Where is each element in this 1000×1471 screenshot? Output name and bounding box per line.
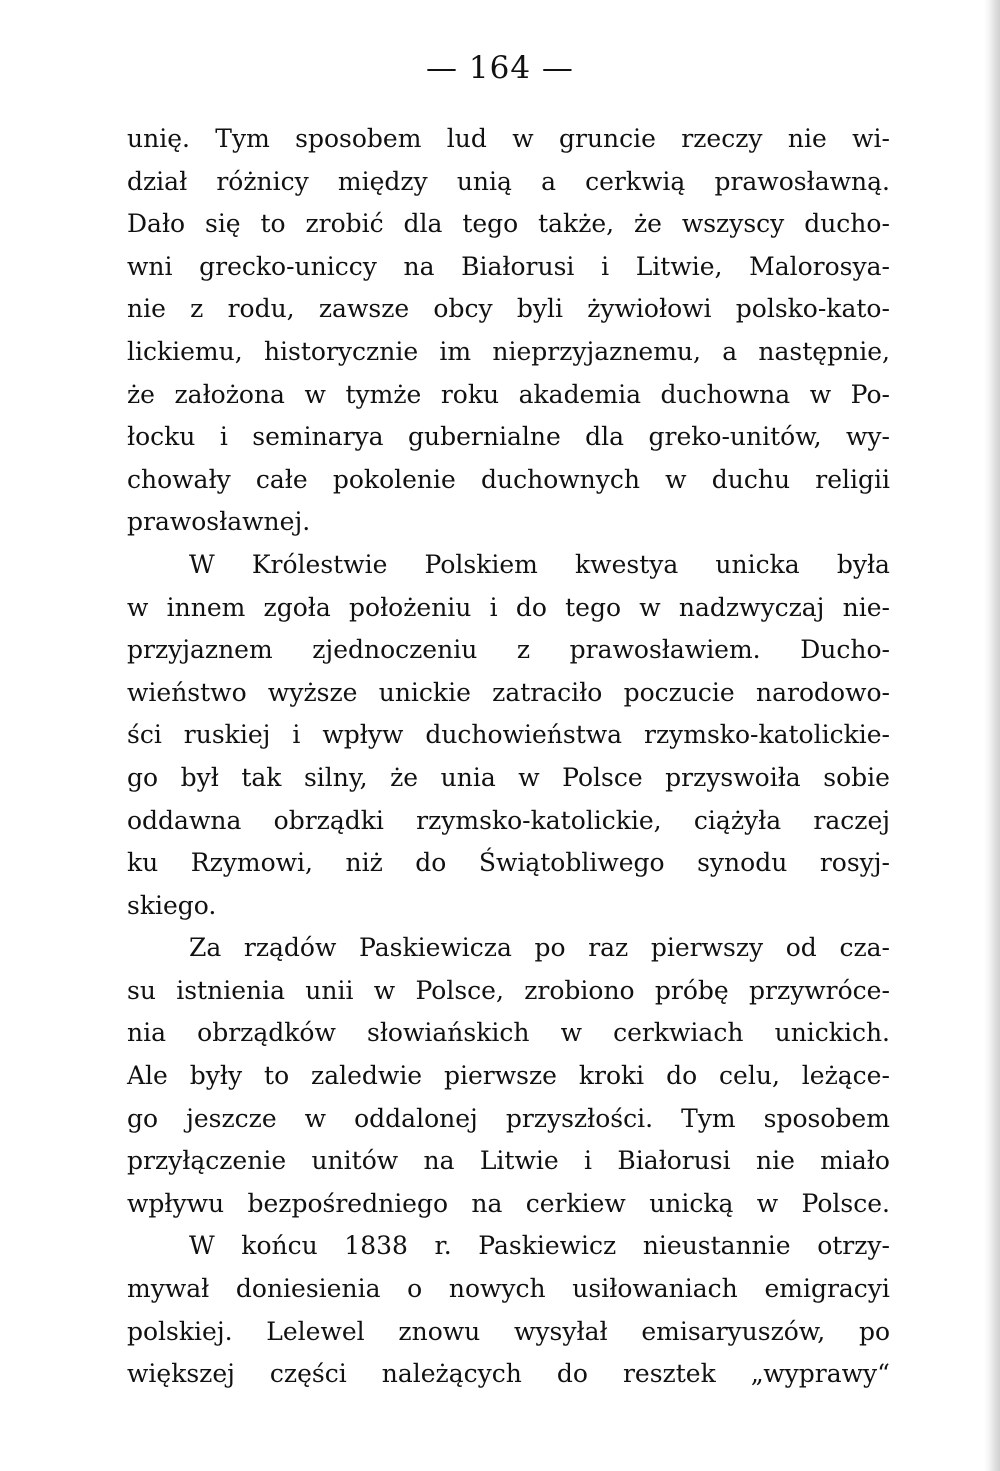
text-line [127,203,890,246]
word: chowały [127,464,231,494]
word: zjednoczeniu [312,635,478,665]
word: pokolenie [332,464,456,494]
word: wy- [846,422,890,452]
word: oddawna [127,805,242,835]
word: to [260,209,286,239]
word: to [264,1061,290,1091]
text-line [127,161,890,204]
word: silny, [303,762,368,792]
word: su [127,975,156,1005]
word: rzymsko-katolickie- [644,720,890,750]
text-line [127,246,890,289]
word: się [204,209,241,239]
word: założona [174,379,285,409]
text-line [127,288,890,331]
word: o [407,1274,423,1304]
word: prawosławną. [714,166,890,196]
word: do [415,848,447,878]
word: unicka [715,549,800,579]
word: niż [345,848,383,878]
word: Dało [127,209,186,239]
word: Ducho- [800,635,890,665]
word: przyjaznem [127,635,273,665]
word: emisaryuszów, [641,1316,826,1346]
word: narodowo- [756,677,890,707]
word: że [633,209,662,239]
word: polsko-kato- [735,294,890,324]
word: kroki [578,1061,645,1091]
word: greko-unitów, [648,422,822,452]
text-line [127,1268,890,1311]
word: byli [516,294,563,324]
word: całe [255,464,308,494]
word: ści [127,720,162,750]
word: próbę [654,975,729,1005]
word: przyszłości. [505,1103,654,1133]
word: a [722,336,738,366]
word: istnienia [176,975,285,1005]
word: prawosławiem. [569,635,761,665]
word: gruncie [558,124,656,153]
word: synodu [697,848,788,878]
word: że [390,762,419,792]
word: w [756,1188,779,1218]
word: unii [305,975,354,1005]
text-line [127,885,890,928]
word: ducho- [804,209,890,239]
word: w [639,592,661,622]
text-line [127,118,890,161]
word: na [423,1146,455,1176]
text-line [127,416,890,459]
word: części [269,1359,347,1389]
word: roku [440,379,500,409]
word: przyswoiła [665,762,801,792]
word: położeniu [349,592,472,622]
word: mywał [127,1274,210,1304]
word: wi- [852,124,890,153]
word: unią [456,166,512,196]
word: duchowna [660,379,791,409]
text-line [127,842,890,885]
word: do [556,1359,588,1389]
text-body [127,118,890,1396]
word: lud [446,124,487,153]
word: resztek [622,1359,716,1389]
word: seminarya [252,422,384,452]
word: pierwsze [444,1061,557,1091]
word: Rzymowi, [190,848,313,878]
word: na [403,251,435,281]
text-line [127,544,890,587]
word: także, [538,209,615,239]
text-line [127,501,890,544]
word: z [516,635,531,665]
word: w [665,464,687,494]
text-line [127,757,890,800]
word: dział [127,166,188,196]
word: Białorusi [461,251,575,281]
word: kwestya [575,549,679,579]
word: zawsze [318,294,410,324]
word: Białorusi [617,1146,731,1176]
word: obrządki [273,805,384,835]
text-line [127,1012,890,1055]
word: wyższe [267,677,358,707]
word: nieustannie [642,1231,791,1261]
word: Po- [850,379,890,409]
word: go [127,762,159,792]
word: miało [820,1146,890,1176]
word: na [471,1188,503,1218]
word: w [127,592,149,622]
text-line [127,1311,890,1354]
text-line [127,1098,890,1141]
word: w [373,975,396,1005]
word: Paskiewicza [359,933,512,963]
word: końcu [241,1231,318,1261]
word: oddalonej [354,1103,478,1133]
word: obcy [433,294,493,324]
word: nadzwyczaj [678,592,825,622]
word: rosyj- [819,848,890,878]
word: im [439,336,472,366]
word: religii [815,464,890,494]
word: akademia [518,379,641,409]
word: cerkiew [525,1188,626,1218]
word: wysyłał [514,1316,608,1346]
word: poczucie [623,677,735,707]
word: wieństwo [127,677,247,707]
word: i [584,1146,592,1176]
word: dla [585,422,625,452]
text-line [127,1055,890,1098]
word: „wyprawy“ [750,1359,890,1389]
word: celu, [719,1061,780,1091]
word: prawosławnej. [127,507,311,537]
text-line [127,459,890,502]
word: po [534,933,566,963]
word: cerkwiach [613,1018,744,1048]
word: Malorosya- [749,251,890,281]
word: z [190,294,204,324]
word: i [292,720,301,750]
word: tego [462,209,519,239]
word: nie [755,1146,795,1176]
word: Tym [215,124,270,153]
word: różnicy [216,166,309,196]
word: w [560,1018,582,1048]
word: a [541,166,556,196]
text-line [127,800,890,843]
word: bezpośredniego [247,1188,449,1218]
word: W [189,549,215,579]
word: Paskiewicz [478,1231,617,1261]
text-line [127,587,890,630]
word: rodu, [227,294,295,324]
word: nowych [448,1274,546,1304]
word: unickich. [774,1018,890,1048]
word: i [219,422,228,452]
word: sposobem [763,1103,890,1133]
word: przywróce- [749,975,890,1005]
word: raczej [813,805,890,835]
word: raz [588,933,629,963]
word: unię. [127,124,190,153]
word: 1838 [344,1231,408,1261]
word: polskiej. [127,1316,233,1346]
word: Królestwie [251,549,388,579]
text-line [127,1353,890,1396]
word: zatraciło [492,677,603,707]
word: w [518,762,540,792]
word: Za [189,933,222,963]
word: duchu [711,464,791,494]
word: sobie [823,762,890,792]
word: cerkwią [585,166,686,196]
word: usiłowaniach [572,1274,738,1304]
word: W [189,1231,215,1261]
text-line [127,629,890,672]
word: słowiańskich [366,1018,530,1048]
word: unickie [378,677,471,707]
word: pierwszy [650,933,764,963]
word: nie [127,294,166,324]
text-line [127,1225,890,1268]
word: przyłączenie [127,1146,287,1176]
word: i [601,251,610,281]
text-line [127,714,890,757]
word: sposobem [295,124,422,153]
word: od [785,933,817,963]
word: Litwie [479,1146,559,1176]
word: duchowieństwa [425,720,623,750]
word: ciążyła [693,805,782,835]
word: Polsce, [415,975,504,1005]
word: go [127,1103,159,1133]
text-line [127,672,890,715]
word: nia [127,1018,167,1048]
word: grecko-uniccy [199,251,377,281]
word: rzeczy [681,124,763,153]
word: r. [434,1231,452,1261]
word: cza- [839,933,890,963]
word: nie [787,124,827,153]
text-line [127,331,890,374]
word: rzymsko-katolickie, [416,805,662,835]
word: tego [565,592,622,622]
text-line [127,374,890,417]
word: znowu [398,1316,481,1346]
word: jeszcze [186,1103,277,1133]
word: leżące- [801,1061,890,1091]
text-line [127,1140,890,1183]
word: zgoła [263,592,331,622]
word: gubernialne [408,422,561,452]
word: unicką [649,1188,734,1218]
word: wpływ [322,720,404,750]
page-edge-shadow [984,0,1000,1471]
word: większej [127,1359,235,1389]
text-line [127,927,890,970]
word: łocku [127,422,196,452]
word: innem [166,592,246,622]
word: Ale [127,1061,168,1091]
word: nieprzyjaznemu, [492,336,701,366]
word: i [489,592,498,622]
word: Lelewel [266,1316,365,1346]
word: nie- [842,592,890,622]
word: Litwie, [635,251,723,281]
word: była [836,549,890,579]
word: w [304,1103,327,1133]
word: w [512,124,534,153]
word: zrobić [305,209,384,239]
word: należących [381,1359,522,1389]
word: był [180,762,219,792]
word: wpływu [127,1188,225,1218]
word: Polskiem [424,549,538,579]
word: Tym [681,1103,736,1133]
word: Polsce [562,762,643,792]
word: Świątobliwego [478,848,665,878]
word: wni [127,251,173,281]
word: tymże [345,379,422,409]
word: tak [241,762,282,792]
word: po [858,1316,890,1346]
text-line [127,1183,890,1226]
word: emigracyi [764,1274,890,1304]
word: duchownych [481,464,640,494]
word: historycznie [263,336,419,366]
word: zrobiono [524,975,635,1005]
word: między [337,166,428,196]
word: dla [403,209,443,239]
text-line [127,970,890,1013]
word: rządów [243,933,337,963]
word: żywiołowi [587,294,712,324]
word: obrządków [197,1018,336,1048]
word: były [189,1061,243,1091]
word: ku [127,848,159,878]
word: skiego. [127,890,217,920]
word: lickiemu, [127,336,243,366]
word: unia [440,762,496,792]
word: unitów [311,1146,399,1176]
word: wszyscy [681,209,785,239]
word: że [127,379,155,409]
word: ruskiej [183,720,271,750]
word: doniesienia [235,1274,381,1304]
word: w [809,379,832,409]
word: w [304,379,326,409]
page-number: — 164 — [426,50,574,86]
word: następnie, [758,336,890,366]
word: do [515,592,547,622]
word: do [666,1061,698,1091]
word: otrzy- [817,1231,890,1261]
word: zaledwie [311,1061,423,1091]
word: Polsce. [801,1188,890,1218]
